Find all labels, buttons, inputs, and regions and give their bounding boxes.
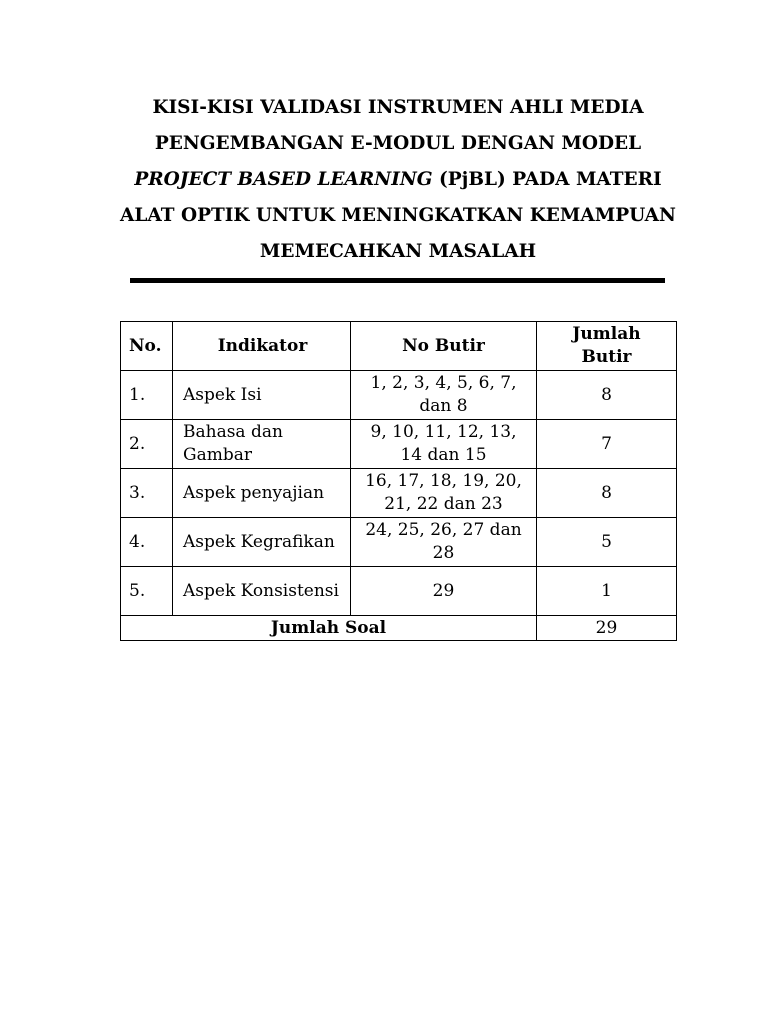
title-line-4: ALAT OPTIK UNTUK MENINGKATKAN KEMAMPUAN — [120, 205, 676, 226]
title-divider — [130, 278, 665, 283]
row-no: 3. — [121, 469, 173, 518]
row-jumlah: 1 — [537, 567, 677, 616]
total-label: Jumlah Soal — [121, 616, 537, 641]
total-value: 29 — [537, 616, 677, 641]
row-no-butir: 1, 2, 3, 4, 5, 6, 7, dan 8 — [351, 371, 537, 420]
row-no: 1. — [121, 371, 173, 420]
row-no-butir: 9, 10, 11, 12, 13, 14 dan 15 — [351, 420, 537, 469]
row-indikator: Aspek penyajian — [173, 469, 351, 518]
title-line-5: MEMECAHKAN MASALAH — [259, 241, 537, 262]
row-jumlah: 8 — [537, 469, 677, 518]
header-no-butir: No Butir — [351, 322, 537, 371]
row-jumlah: 7 — [537, 420, 677, 469]
table-row — [121, 371, 677, 420]
table-row — [121, 567, 677, 616]
table-row — [121, 469, 677, 518]
row-no: 4. — [121, 518, 173, 567]
title-line-1: KISI-KISI VALIDASI INSTRUMEN AHLI MEDIA — [152, 97, 644, 118]
row-indikator: Aspek Isi — [173, 371, 351, 420]
table-row — [121, 420, 677, 469]
title-line-2: PENGEMBANGAN E-MODUL DENGAN MODEL — [154, 133, 642, 154]
table-total-row — [121, 616, 677, 641]
row-no-butir: 16, 17, 18, 19, 20, 21, 22 dan 23 — [351, 469, 537, 518]
header-jumlah-butir: Jumlah Butir — [537, 322, 677, 371]
row-indikator: Bahasa dan Gambar — [173, 420, 351, 469]
row-no: 2. — [121, 420, 173, 469]
row-no-butir: 24, 25, 26, 27 dan 28 — [351, 518, 537, 567]
row-no: 5. — [121, 567, 173, 616]
table-row — [121, 518, 677, 567]
validation-grid-table — [120, 321, 677, 641]
title-line-3-italic: PROJECT BASED LEARNING — [134, 169, 433, 190]
table-header-row — [121, 322, 677, 371]
header-no: No. — [121, 322, 173, 371]
document-title — [100, 94, 696, 274]
row-jumlah: 8 — [537, 371, 677, 420]
header-indikator: Indikator — [173, 322, 351, 371]
row-jumlah: 5 — [537, 518, 677, 567]
row-indikator: Aspek Kegrafikan — [173, 518, 351, 567]
title-line-3-rest: (PjBL) PADA MATERI — [432, 169, 662, 190]
title-line-3 — [100, 166, 696, 202]
row-no-butir: 29 — [351, 567, 537, 616]
row-indikator: Aspek Konsistensi — [173, 567, 351, 616]
